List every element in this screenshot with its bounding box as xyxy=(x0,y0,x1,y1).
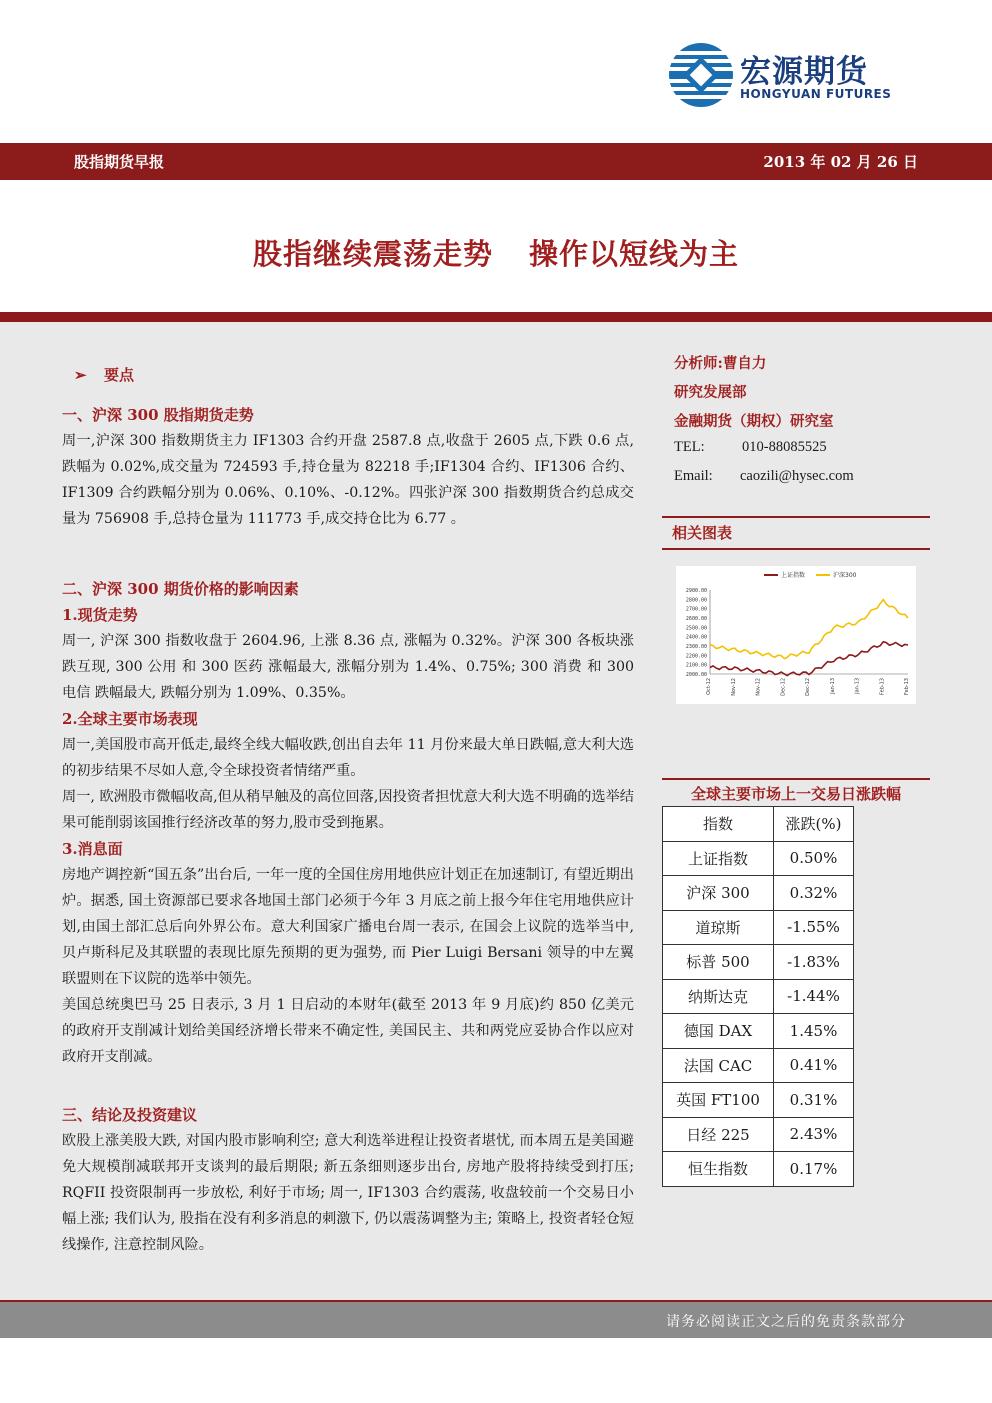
chart-y-tick-label: 2100.00 xyxy=(685,662,707,669)
title-divider xyxy=(0,312,992,322)
index-change-cell: 0.17% xyxy=(774,1152,854,1187)
index-change-cell: 1.45% xyxy=(774,1014,854,1049)
index-change-cell: -1.55% xyxy=(774,910,854,945)
chart-series-line xyxy=(710,642,908,676)
chart-y-tick-label: 2000.00 xyxy=(685,672,707,678)
company-logo xyxy=(668,42,968,112)
index-name-cell: 沪深 300 xyxy=(663,876,774,911)
related-chart-label: 相关图表 xyxy=(672,524,733,542)
index-line-chart xyxy=(676,566,916,704)
logo-chinese-name: 宏源期货 xyxy=(740,54,868,90)
chart-x-tick-label: Jan-13 xyxy=(854,678,861,694)
section-2-heading: 二、沪深 300 期货价格的影响因素 xyxy=(62,580,299,598)
analyst-office: 金融期货（期权）研究室 xyxy=(674,413,834,430)
index-change-cell: 0.41% xyxy=(774,1048,854,1083)
market-change-table xyxy=(662,806,854,1187)
analyst-name: 分析师:曹自力 xyxy=(674,355,767,372)
arrow-bullet-icon: ➢ xyxy=(74,366,87,384)
chart-x-tick-label: Dec-12 xyxy=(780,678,787,696)
section-3-body: 欧股上涨美股大跌, 对国内股市影响利空; 意大利选举进程让投资者堪忧, 而本周五是美国避免大规模削减联邦开支谈判的最后期限; 新五条细则逐步出台, 房地产股将持续受到打压; RQFII 投资限制再一步放松, 利好于市场; 周一, IF1303 合约震荡, 收盘较前一个交易日小幅上涨; 我们认为, 股指在没有利多消息的刺激下, 仍以震荡调整为主; 策略上, 投资者轻仓短线操作, 注意控制风险。 xyxy=(62,1133,634,1253)
chart-x-tick-label: Dec-12 xyxy=(805,678,811,696)
section-2 xyxy=(62,576,634,1070)
chart-x-tick-label: Oct-12 xyxy=(706,678,712,695)
subsection-news-body-2: 美国总统奥巴马 25 日表示, 3 月 1 日启动的本财年(截至 2013 年 9 月底)约 850 亿美元的政府开支削减计划给美国经济增长带来不确定性, 美国民主、共和两党应妥协合作以应对政府开支削减。 xyxy=(62,997,634,1065)
index-name-cell: 日经 225 xyxy=(663,1117,774,1152)
section-1-body: 周一,沪深 300 指数期货主力 IF1303 合约开盘 2587.8 点,收盘于 2605 点,下跌 0.6 点,跌幅为 0.02%,成交量为 724593 手,持仓量为 82218 手;IF1304 合约、IF1306 合约、IF1309 合约跌幅分别为 0.06%、0.10%、-0.12%。四张沪深 300 指数期货合约总成交量为 756908 手,总持仓量为 111773 手,成交持仓比为 6.77 。 xyxy=(62,433,634,527)
table-row xyxy=(663,979,854,1014)
tel-label: TEL: xyxy=(674,439,705,455)
subsection-spot-body: 周一, 沪深 300 指数收盘于 2604.96, 上涨 8.36 点, 涨幅为 0.32%。沪深 300 各板块涨跌互现, 300 公用 和 300 医药 涨幅最大, 涨幅分别为 1.4%、0.75%; 300 消费 和 300 电信 跌幅最大, 跌幅分别为 1.09%、0.35%。 xyxy=(62,633,634,701)
chart-legend-label: 上证指数 xyxy=(781,572,806,579)
chart-y-tick-label: 2400.00 xyxy=(685,634,707,641)
index-name-cell: 道琼斯 xyxy=(663,910,774,945)
section-1 xyxy=(62,402,634,532)
tel-value: 010-88085525 xyxy=(742,439,827,455)
disclaimer-note: 请务必阅读正文之后的免责条款部分 xyxy=(666,1314,906,1330)
index-name-cell: 标普 500 xyxy=(663,945,774,980)
footer-band xyxy=(0,1302,992,1338)
market-table-top-rule xyxy=(662,778,930,780)
table-row xyxy=(663,945,854,980)
title-part-2: 操作以短线为主 xyxy=(529,237,740,271)
chart-x-tick-label: Feb-13 xyxy=(904,678,910,696)
chart-legend-label: 沪深300 xyxy=(833,572,857,579)
chart-y-tick-label: 2500.00 xyxy=(685,625,707,632)
index-name-cell: 德国 DAX xyxy=(663,1014,774,1049)
index-name-cell: 法国 CAC xyxy=(663,1048,774,1083)
logo-emblem-icon xyxy=(668,42,734,108)
section-1-heading: 一、沪深 300 股指期货走势 xyxy=(62,406,254,424)
chart-y-tick-label: 2800.00 xyxy=(685,597,707,604)
chart-y-tick-label: 2600.00 xyxy=(685,616,707,622)
related-chart-heading xyxy=(662,516,930,543)
chart-y-tick-label: 2200.00 xyxy=(685,653,707,660)
index-change-cell: -1.83% xyxy=(774,945,854,980)
section-3 xyxy=(62,1102,634,1258)
index-name-cell: 上证指数 xyxy=(663,841,774,876)
index-name-cell: 英国 FT100 xyxy=(663,1083,774,1118)
subsection-spot-heading: 1.现货走势 xyxy=(62,606,138,624)
chart-x-tick-label: Nov-12 xyxy=(730,678,737,696)
email-label: Email: xyxy=(674,468,713,484)
table-row xyxy=(663,1117,854,1152)
table-row xyxy=(663,1014,854,1049)
index-change-cell: 2.43% xyxy=(774,1117,854,1152)
table-header-row xyxy=(663,807,854,842)
chart-y-tick-label: 2300.00 xyxy=(685,644,707,650)
section-3-heading: 三、结论及投资建议 xyxy=(62,1106,198,1124)
table-row xyxy=(663,841,854,876)
chart-x-tick-label: Jan-13 xyxy=(829,678,836,694)
chart-x-tick-label: Nov-12 xyxy=(755,678,762,696)
subsection-global-body-1: 周一,美国股市高开低走,最终全线大幅收跌,创出自去年 11 月份来最大单日跌幅,意大利大选的初步结果不尽如人意,令全球投资者情绪严重。 xyxy=(62,737,634,779)
report-type: 股指期货早报 xyxy=(74,153,165,171)
chart-x-tick-label: Feb-13 xyxy=(879,678,886,696)
chart-svg xyxy=(676,566,916,704)
table-row xyxy=(663,1083,854,1118)
key-points-heading xyxy=(74,364,134,385)
chart-series-line xyxy=(710,600,908,659)
table-row xyxy=(663,910,854,945)
table-row xyxy=(663,1048,854,1083)
chart-y-tick-label: 2900.00 xyxy=(685,588,707,594)
analyst-email xyxy=(674,468,854,485)
subsection-news-body-1: 房地产调控新“国五条”出台后, 一年一度的全国住房用地供应计划正在加速制订, 有望近期出炉。据悉, 国土资源部已要求各地国土部门必须于今年 3 月底之前上报今年住宅用地供应计划,由国土部汇总后向外界公布。意大利国家广播电台周一表示, 在国会上议院的选举当中, 贝卢斯科尼及其联盟的表现比原先预期的更为强势, 而 Pier Luigi Bersani 领导的中左翼联盟则在下议院的选举中领先。 xyxy=(62,867,634,987)
chart-y-tick-label: 2700.00 xyxy=(685,606,707,613)
email-value[interactable]: caozili@hysec.com xyxy=(740,468,854,484)
index-change-cell: 0.50% xyxy=(774,841,854,876)
report-date: 2013 年 02 月 26 日 xyxy=(763,153,918,171)
analyst-dept: 研究发展部 xyxy=(674,384,747,401)
index-change-cell: -1.44% xyxy=(774,979,854,1014)
subsection-global-body-2: 周一, 欧洲股市微幅收高,但从稍早触及的高位回落,因投资者担忧意大利大选不明确的选举结果可能削弱该国推行经济改革的努力,股市受到拖累。 xyxy=(62,789,634,831)
market-table-title: 全球主要市场上一交易日涨跌幅 xyxy=(690,785,901,803)
index-change-cell: 0.32% xyxy=(774,876,854,911)
index-name-cell: 恒生指数 xyxy=(663,1152,774,1187)
report-header-band xyxy=(0,143,992,180)
key-points-label: 要点 xyxy=(104,366,135,384)
index-name-cell: 纳斯达克 xyxy=(663,979,774,1014)
analyst-tel xyxy=(674,439,827,456)
column-header-index: 指数 xyxy=(663,807,774,842)
index-change-cell: 0.31% xyxy=(774,1083,854,1118)
table-row xyxy=(663,876,854,911)
title-part-1: 股指继续震荡走势 xyxy=(252,237,493,271)
table-row xyxy=(663,1152,854,1187)
subsection-global-heading: 2.全球主要市场表现 xyxy=(62,710,198,728)
subsection-news-heading: 3.消息面 xyxy=(62,840,123,858)
column-header-change: 涨跌(%) xyxy=(774,807,854,842)
logo-english-name: HONGYUAN FUTURES xyxy=(740,87,892,101)
report-title xyxy=(0,232,992,273)
